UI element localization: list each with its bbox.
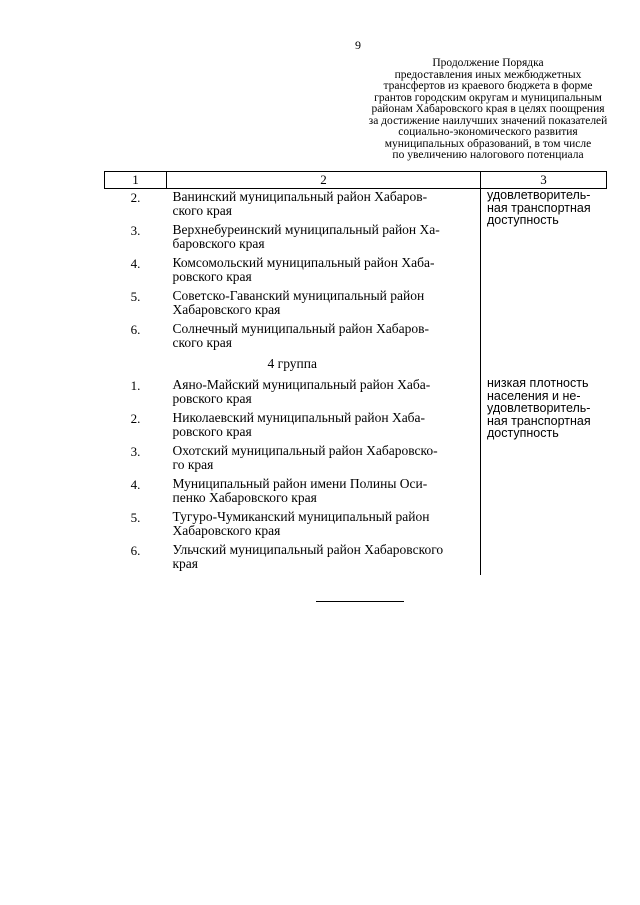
name-line: ровского края xyxy=(172,268,252,284)
header-line: Продолжение Порядка xyxy=(432,57,544,69)
reason-line: ная транспортная xyxy=(487,413,591,428)
row-name xyxy=(167,222,481,255)
row-name xyxy=(167,410,481,443)
name-line: ровского края xyxy=(172,423,252,439)
reason-line: населения и не- xyxy=(487,388,581,403)
row-number: 4. xyxy=(130,256,141,271)
header-line: трансфертов из краевого бюджета в форме xyxy=(383,80,593,92)
row-number: 6. xyxy=(130,322,141,337)
row-number: 4. xyxy=(130,477,141,492)
row-number: 2. xyxy=(130,411,141,426)
table-row xyxy=(105,189,607,223)
name-line: пенко Хабаровского края xyxy=(172,489,317,505)
group-title-row xyxy=(105,354,607,377)
row-number: 5. xyxy=(130,510,141,525)
name-line: Солнечный муниципальный район Хабаров- xyxy=(172,321,429,336)
group4-reason xyxy=(481,377,607,575)
name-line: Верхнебуреинский муниципальный район Ха- xyxy=(172,222,440,237)
reason-line: доступность xyxy=(487,426,559,440)
row-number: 6. xyxy=(130,543,141,558)
reason-line: низкая плотность xyxy=(487,376,589,390)
header-line: предоставления иных межбюджетных xyxy=(394,68,582,81)
row-name xyxy=(167,377,481,410)
name-line: Ульчский муниципальный район Хабаровского xyxy=(172,542,444,557)
name-line: ского края xyxy=(172,334,232,350)
name-line: Николаевский муниципальный район Хаба- xyxy=(172,410,426,425)
document-header xyxy=(340,58,636,162)
column-header: 2 xyxy=(167,172,481,189)
name-line: Советско-Гаванский муниципальный район xyxy=(172,288,425,303)
name-line: го края xyxy=(172,456,214,472)
row-name xyxy=(167,288,481,321)
end-separator-line xyxy=(316,601,404,602)
header-line: за достижение наилучших значений показателей xyxy=(368,114,608,127)
column-header: 1 xyxy=(105,172,167,189)
reason-line: доступность xyxy=(487,213,559,227)
name-line: ского края xyxy=(172,202,232,218)
row-name xyxy=(167,321,481,354)
name-line: Комсомольский муниципальный район Хаба- xyxy=(172,255,435,270)
table-row xyxy=(105,377,607,410)
header-line: социально-экономического развития xyxy=(398,126,578,138)
group3-reason xyxy=(481,189,607,355)
table-header-row xyxy=(105,172,607,189)
reason-line: удовлетворитель- xyxy=(487,188,591,202)
name-line: ровского края xyxy=(172,390,252,406)
header-line: районам Хабаровского края в целях поощрения xyxy=(371,103,605,115)
name-line: Муниципальный район имени Полины Оси- xyxy=(172,476,428,491)
group-title: 4 группа xyxy=(267,356,317,371)
row-name xyxy=(167,443,481,476)
name-line: Хабаровского края xyxy=(172,522,281,538)
row-number: 5. xyxy=(130,289,141,304)
row-number: 1. xyxy=(130,378,141,393)
group-title-spacer xyxy=(481,354,607,377)
row-name xyxy=(167,509,481,542)
row-number: 3. xyxy=(130,223,141,238)
reason-line: удовлетворитель- xyxy=(487,401,591,415)
name-line: Ванинский муниципальный район Хабаров- xyxy=(172,189,428,204)
name-line: Аяно-Майский муниципальный район Хаба- xyxy=(172,377,431,392)
row-name xyxy=(167,189,481,223)
name-line: баровского края xyxy=(172,235,265,251)
name-line: края xyxy=(172,555,199,571)
row-name xyxy=(167,476,481,509)
row-number: 2. xyxy=(130,190,141,205)
reason-line: ная транспортная xyxy=(487,200,591,215)
header-line: муниципальных образований, в том числе xyxy=(384,137,592,150)
page-number: 9 xyxy=(355,38,361,52)
municipal-groups-table xyxy=(104,171,607,575)
column-header: 3 xyxy=(481,172,607,189)
name-line: Хабаровского края xyxy=(172,301,281,317)
name-line: Охотский муниципальный район Хабаровско- xyxy=(172,443,438,458)
name-line: Тугуро-Чумиканский муниципальный район xyxy=(172,509,430,524)
header-line: грантов городским округам и муниципальным xyxy=(374,91,602,104)
row-number: 3. xyxy=(130,444,141,459)
row-name xyxy=(167,542,481,575)
header-line: по увеличению налогового потенциала xyxy=(392,149,584,161)
row-name xyxy=(167,255,481,288)
